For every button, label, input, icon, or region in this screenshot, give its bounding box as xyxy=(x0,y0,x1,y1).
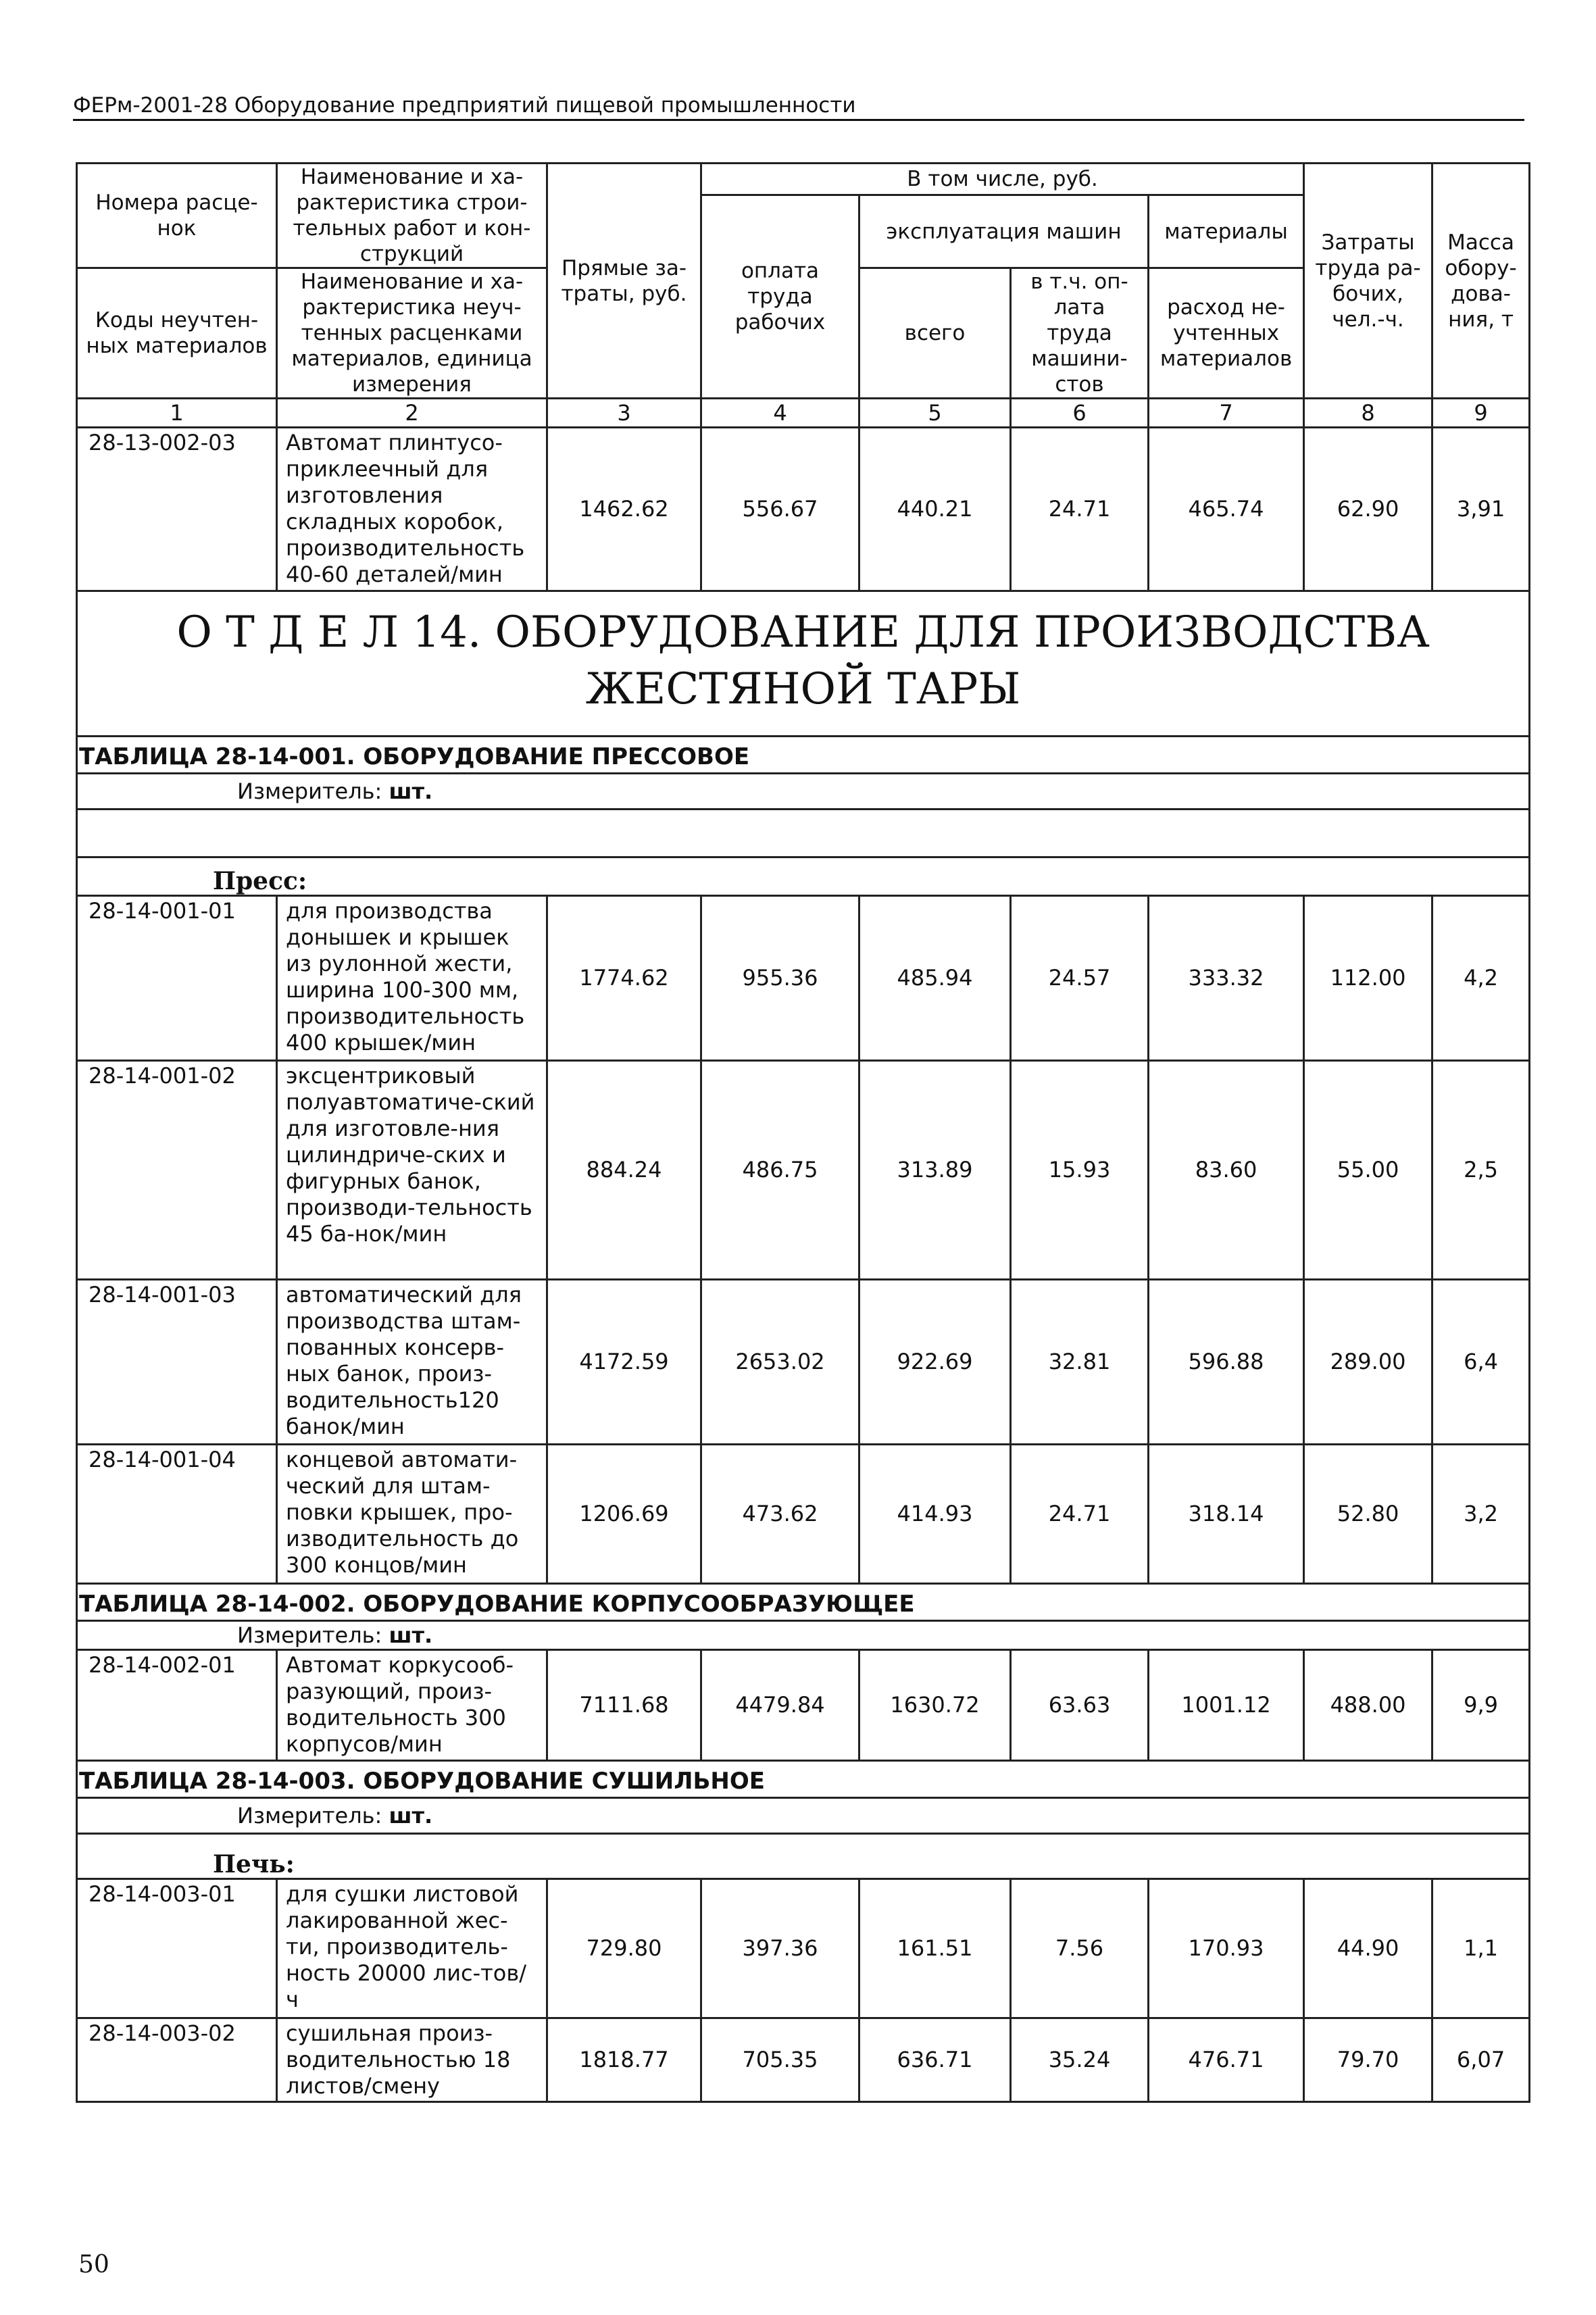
labor-hours: 44.90 xyxy=(1304,1879,1432,2018)
equipment-mass: 9,9 xyxy=(1432,1650,1530,1761)
equipment-mass: 6,07 xyxy=(1432,2018,1530,2102)
unit-label: Измеритель: xyxy=(237,1622,382,1648)
page-number: 50 xyxy=(78,2251,109,2279)
header-col4: оплата труда рабочих xyxy=(701,195,859,399)
labor-hours: 62.90 xyxy=(1304,428,1432,591)
header-col3: Прямые за-траты, руб. xyxy=(547,164,701,399)
direct-costs: 729.80 xyxy=(547,1879,701,2018)
header-col6: в т.ч. оп-лата труда машини-стов xyxy=(1011,268,1149,399)
machines-total: 414.93 xyxy=(859,1445,1011,1584)
worker-wages: 705.35 xyxy=(701,2018,859,2102)
worker-wages: 955.36 xyxy=(701,896,859,1061)
materials-cost: 83.60 xyxy=(1149,1061,1304,1280)
section-title: О Т Д Е Л 14. ОБОРУДОВАНИЕ ДЛЯ ПРОИЗВОДСТВА ЖЕСТЯНОЙ ТАРЫ xyxy=(77,591,1530,737)
direct-costs: 1774.62 xyxy=(547,896,701,1061)
machinist-wages: 24.71 xyxy=(1011,428,1149,591)
labor-hours: 289.00 xyxy=(1304,1280,1432,1445)
header-number: 7 xyxy=(1149,399,1304,428)
header-col7: расход не-учтенных материалов xyxy=(1149,268,1304,399)
machines-total: 485.94 xyxy=(859,896,1011,1061)
header-col2-top: Наименование и ха-рактеристика строи-тельных работ и кон-струкций xyxy=(277,164,547,268)
worker-wages: 2653.02 xyxy=(701,1280,859,1445)
direct-costs: 4172.59 xyxy=(547,1280,701,1445)
table-title: ТАБЛИЦА 28-14-003. ОБОРУДОВАНИЕ СУШИЛЬНОЕ xyxy=(77,1761,1530,1798)
table-row xyxy=(77,1650,1530,1761)
machinist-wages: 32.81 xyxy=(1011,1280,1149,1445)
rate-code: 28-14-001-04 xyxy=(77,1445,277,1584)
machines-total: 313.89 xyxy=(859,1061,1011,1280)
labor-hours: 488.00 xyxy=(1304,1650,1432,1761)
rate-code: 28-14-003-02 xyxy=(77,2018,277,2102)
equipment-mass: 3,91 xyxy=(1432,428,1530,591)
labor-hours: 52.80 xyxy=(1304,1445,1432,1584)
rate-description: Автомат плинтусо-приклеечный для изготовления складных коробок, производительность 40-60 деталей/мин xyxy=(277,428,547,591)
table-row xyxy=(77,1061,1530,1280)
materials-cost: 333.32 xyxy=(1149,896,1304,1061)
table-row xyxy=(77,1445,1530,1584)
materials-cost: 596.88 xyxy=(1149,1280,1304,1445)
header-in-total: В том числе, руб. xyxy=(701,164,1304,195)
rate-description: концевой автомати-ческий для штам-повки крышек, про-изводительность до 300 концов/мин xyxy=(277,1445,547,1584)
machines-total: 636.71 xyxy=(859,2018,1011,2102)
table-title: ТАБЛИЦА 28-14-002. ОБОРУДОВАНИЕ КОРПУСООБРАЗУЮЩЕЕ xyxy=(77,1584,1530,1621)
direct-costs: 7111.68 xyxy=(547,1650,701,1761)
header-col9: Масса обору-дова-ния, т xyxy=(1432,164,1530,399)
unit-value: шт. xyxy=(389,778,433,804)
equipment-mass: 6,4 xyxy=(1432,1280,1530,1445)
worker-wages: 486.75 xyxy=(701,1061,859,1280)
table-gap xyxy=(77,810,1530,857)
equipment-mass: 2,5 xyxy=(1432,1061,1530,1280)
table-row xyxy=(77,2018,1530,2102)
worker-wages: 473.62 xyxy=(701,1445,859,1584)
machinist-wages: 24.71 xyxy=(1011,1445,1149,1584)
materials-cost: 1001.12 xyxy=(1149,1650,1304,1761)
header-col8: Затраты труда ра-бочих, чел.-ч. xyxy=(1304,164,1432,399)
header-number: 2 xyxy=(277,399,547,428)
group-label: Печь: xyxy=(77,1834,1530,1879)
header-number: 1 xyxy=(77,399,277,428)
materials-cost: 170.93 xyxy=(1149,1879,1304,2018)
unit-value: шт. xyxy=(389,1622,433,1648)
equipment-mass: 1,1 xyxy=(1432,1879,1530,2018)
table-row xyxy=(77,1280,1530,1445)
materials-cost: 476.71 xyxy=(1149,2018,1304,2102)
header-col5: всего xyxy=(859,268,1011,399)
machines-total: 922.69 xyxy=(859,1280,1011,1445)
unit-line xyxy=(77,774,1530,810)
rate-description: сушильная произ-водительностью 18 листов/смену xyxy=(277,2018,547,2102)
estimate-table xyxy=(76,162,1530,2103)
unit-label: Измеритель: xyxy=(237,1802,382,1828)
header-number: 6 xyxy=(1011,399,1149,428)
direct-costs: 1462.62 xyxy=(547,428,701,591)
table-row xyxy=(77,896,1530,1061)
unit-label: Измеритель: xyxy=(237,778,382,804)
rate-code: 28-13-002-03 xyxy=(77,428,277,591)
header-machines: эксплуатация машин xyxy=(859,195,1149,268)
machinist-wages: 24.57 xyxy=(1011,896,1149,1061)
rate-code: 28-14-003-01 xyxy=(77,1879,277,2018)
direct-costs: 1818.77 xyxy=(547,2018,701,2102)
rate-description: для производства донышек и крышек из рулонной жести, ширина 100-300 мм, производительность 400 крышек/мин xyxy=(277,896,547,1061)
direct-costs: 884.24 xyxy=(547,1061,701,1280)
table-title: ТАБЛИЦА 28-14-001. ОБОРУДОВАНИЕ ПРЕССОВОЕ xyxy=(77,737,1530,774)
rate-description: эксцентриковый полуавтоматиче-ский для изготовле-ния цилиндриче-ских и фигурных банок, производи-тельность 45 ба-нок/мин xyxy=(277,1061,547,1280)
labor-hours: 79.70 xyxy=(1304,2018,1432,2102)
rate-code: 28-14-001-02 xyxy=(77,1061,277,1280)
machines-total: 161.51 xyxy=(859,1879,1011,2018)
labor-hours: 112.00 xyxy=(1304,896,1432,1061)
machinist-wages: 35.24 xyxy=(1011,2018,1149,2102)
group-label: Пресс: xyxy=(77,857,1530,896)
worker-wages: 397.36 xyxy=(701,1879,859,2018)
labor-hours: 55.00 xyxy=(1304,1061,1432,1280)
header-col1-top: Номера расце-нок xyxy=(77,164,277,268)
direct-costs: 1206.69 xyxy=(547,1445,701,1584)
header-number: 5 xyxy=(859,399,1011,428)
table-row xyxy=(77,1879,1530,2018)
machinist-wages: 15.93 xyxy=(1011,1061,1149,1280)
rate-code: 28-14-001-03 xyxy=(77,1280,277,1445)
header-number: 4 xyxy=(701,399,859,428)
unit-value: шт. xyxy=(389,1802,433,1828)
unit-line xyxy=(77,1621,1530,1650)
machines-total: 1630.72 xyxy=(859,1650,1011,1761)
unit-line xyxy=(77,1798,1530,1834)
materials-cost: 318.14 xyxy=(1149,1445,1304,1584)
header-col2-bottom: Наименование и ха-рактеристика неуч-тенных расценками материалов, единица измерения xyxy=(277,268,547,399)
rate-description: Автомат коркусооб-разующий, произ-водительность 300 корпусов/мин xyxy=(277,1650,547,1761)
header-number: 9 xyxy=(1432,399,1530,428)
header-number: 3 xyxy=(547,399,701,428)
equipment-mass: 3,2 xyxy=(1432,1445,1530,1584)
machinist-wages: 63.63 xyxy=(1011,1650,1149,1761)
running-header: ФЕРм-2001-28 Оборудование предприятий пищевой промышленности xyxy=(73,92,1524,121)
rate-description: для сушки листовой лакированной жес-ти, производитель-ность 20000 лис-тов/ч xyxy=(277,1879,547,2018)
header-materials: материалы xyxy=(1149,195,1304,268)
header-number: 8 xyxy=(1304,399,1432,428)
machinist-wages: 7.56 xyxy=(1011,1879,1149,2018)
equipment-mass: 4,2 xyxy=(1432,896,1530,1061)
table-row xyxy=(77,428,1530,591)
worker-wages: 556.67 xyxy=(701,428,859,591)
materials-cost: 465.74 xyxy=(1149,428,1304,591)
rate-code: 28-14-001-01 xyxy=(77,896,277,1061)
rate-code: 28-14-002-01 xyxy=(77,1650,277,1761)
machines-total: 440.21 xyxy=(859,428,1011,591)
worker-wages: 4479.84 xyxy=(701,1650,859,1761)
rate-description: автоматический для производства штам-пованных консерв-ных банок, произ-водительность120 банок/мин xyxy=(277,1280,547,1445)
header-col1-bottom: Коды неучтен-ных материалов xyxy=(77,268,277,399)
